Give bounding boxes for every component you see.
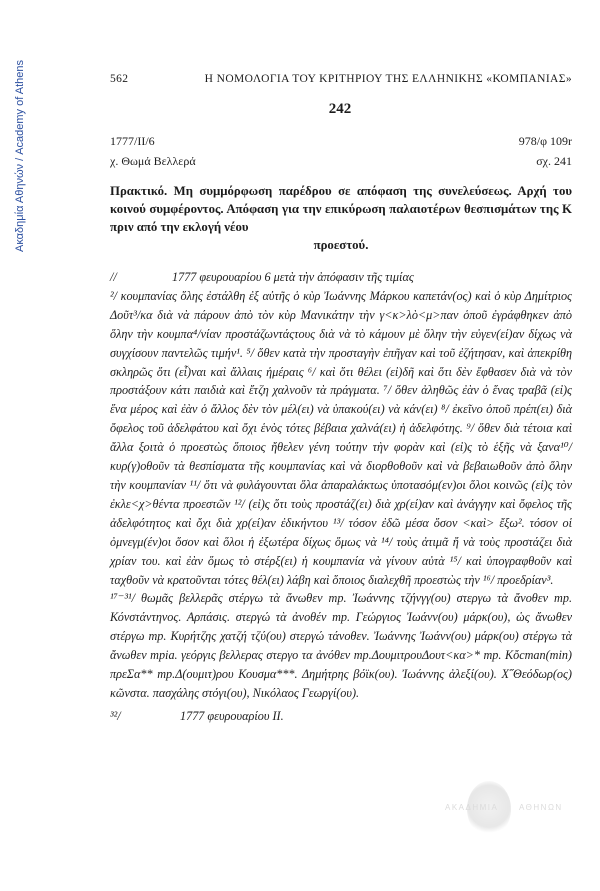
- opening-line: [110, 268, 572, 287]
- signatures-paragraph: ¹⁷⁻³¹/ θωμᾶς βελλερᾶς στέργω τὰ ἄνωθεν mp. Ἰωάννης τζήνγγ(ου) στεργω τὰ ἄνοθεν mp. Κόνστάντηνος. Αρπάσις. στεργώ τὰ ἀνοθέν mp. Γεώργιος Ἰωάνν(ου) μάρκ(ου), ὡς ἄνωθεν στέργω mp. Κυρήτζης χατζή τζύ(ου) στεργώ τάνοθεν. Ἰωάννης Ἰωάνν(ου) μάρκ(ου) στέργω τὰ ἄνωθεν mpia. γεόργις βελλερας στεργο τα ἀνόθεν mp.ΔουμιτρουΔουτ<κα>* mp. Κὄcman(min) πρεΣα** mp.Δ(ουμιτ)ρου Κουσμα***. Δημήτρης βόϊκ(ου). Ἰωάννης ἀλεξί(ου). Χ˝Θεόδωρ(ος) κῶνστα. πασχάλης στόγι(ου), Νικόλαος Γεωργί(ου).: [110, 591, 572, 700]
- closing-line: [110, 707, 572, 726]
- document-body: [110, 268, 572, 726]
- running-title: Η ΝΟΜΟΛΟΓΙΑ ΤΟΥ ΚΡΙΤΗΡΙΟΥ ΤΗΣ ΕΛΛΗΝΙΚΗΣ «ΚΟΜΠΑΝΙΑΣ»: [204, 73, 572, 85]
- line-marker: //: [110, 270, 117, 284]
- document-reference-left: [110, 131, 196, 171]
- document-number: 242: [328, 101, 352, 117]
- document-reference-right: [519, 131, 572, 171]
- sidebar-label: Ακαδημία Αθηνών / Academy of Athens: [14, 60, 26, 253]
- closing-text: 1777 φευρουαρίου ΙΙ.: [180, 708, 284, 723]
- document-title: [110, 182, 572, 254]
- academy-watermark: [445, 775, 575, 845]
- source-reference: χ. Θωμά Βελλερά: [110, 154, 196, 168]
- note-reference: σχ. 241: [536, 154, 572, 168]
- sidebar-watermark: [14, 60, 38, 290]
- watermark-left-text: ΑΚΑΔΗΜΙΑ: [445, 803, 499, 812]
- body-paragraph: ²/ κουμπανίας ὅλης ἐστάλθη ἐξ αὐτῆς ὁ κὺρ Ἰωάννης Μάρκου καπετάν(ος) καὶ ὁ κὺρ Δημίτριος Δοῦτ³/κα διὰ νὰ πάρουν ἀπὸ τὸν κὺρ Μανικάτην τὴν γ<κ>λὸ<μ>παν ὁποῦ ἐγράφθηκεν ἀπὸ ὅλην τὴν κουμπα⁴/νίαν προστάζωντάςτους διὰ νὰ τὸ κάμουν μὲ ὅλην τὴν εὐγεν(εί)αν δίχως νὰ συγχίσουν παντελῶς τιμήν¹. ⁵/ ὅθεν κατὰ τὴν προσταγὴν ἐπῆγαν καὶ τοῦ ἐζήτησαν, καὶ ἀπεκρίθη σκληρῶς ὅτι (εἶ)ναι καὶ ἄλλαις ἡμέραις ⁶/ καὶ ὅτι θέλει (εἰ)δῆ καὶ ὅτι δὲν ἔφθασεν διὰ νὰ τὸν προστάξουν κάτι παιδιὰ καὶ ἔτζη χαλνοῦν τὰ πράγματα. ⁷/ ὅθεν ἀληθῶς ἐὰν ὁ ἕνας τραβᾶ (εἰ)ς ἕνα μέρος καὶ ἐὰν ὁ ἄλλος δὲν τὸν μέλ(ει) νὰ ὑπακού(ει) νὰ κάν(ει) ⁸/ ἐκεῖνο ὁποῦ πρέπ(ει) διὰ ὄφελος τοῦ ἀδελφάτου καὶ ὄχι ἑνὸς τότες βέβαια χαλνά(ει) ἡ ἀδελφότης. ⁹/ ὅθεν διὰ τέτοια καὶ ἄλλα ξοιτὰ ὁ προεστὼς ὅποιος ἤθελεν γένη τούτην τὴν φορὰν καὶ (εἰ)ς τὸ ἑξῆς νὰ ξανα¹⁰/κυρ(γ)οθοῦν τὰ θεσπίσματα τῆς κουμπανίας καὶ νὰ διορθοθοῦν καὶ νὰ βεβαιωθοῦν ἀπὸ ὅλην τὴν κουμπανίαν ¹¹/ ὅτι νὰ φυλάγουνται ὅλα ἀπαραλάκτως ὑποτασόμ(εν)οι ὅλοι κοινῶς (εἰ)ς τὸν ἐκλε<χ>θέντα προεστῶν ¹²/ (εἰ)ς ὅτι τοὺς προστάζ(ει) διὰ χρ(εί)αν καὶ ἀνάγγην καὶ ὄφελος τῆς ἀδελφότητος καὶ ὄχι διὰ χρ(εί)αν ἐδικήντου ¹³/ τόσον ἐδῶ μέσα ὅσον <καὶ> ἔξω². τόσον οἱ ὀμνεγμ(έν)οι ὅσον καὶ ὅλοι ἡ ἐξωτέρα δίχως ὅμως νὰ ¹⁴/ τοὺς ἀτιμᾶ ἤ νὰ τοὺς προστάζει διὰ χρίαν του. καὶ ἐὰν ὅμως τὸ στέρξ(ει) ἡ κουμπανία νὰ γίνουν αὐτὰ ¹⁵/ καὶ ὑπογραφθοῦν καὶ ταχθοῦν νὰ κρατοῦνται τότες θέλ(ει) λάβη καὶ ὅποιος διαλεχθῆ προεστὼς τὴν ¹⁶/ προεδρίαν³.: [110, 288, 572, 587]
- title-main: Πρακτικό. Μη συμμόρφωση παρέδρου σε απόφαση της συνελεύσεως. Αρχή του κοινού συμφέροντος. Απόφαση για την επικύρωση παλαιοτέρων θεσπισμάτων της Κ πριν από την εκλογή νέου: [110, 184, 572, 234]
- watermark-right-text: ΑΘΗΝΩΝ: [519, 803, 563, 812]
- folio-reference: 978/φ 109r: [518, 134, 572, 148]
- page-number: 562: [110, 73, 129, 85]
- title-end: προεστού.: [313, 238, 369, 252]
- closing-marker: ³²/: [110, 708, 121, 723]
- opening-text: 1777 φευρουαρίου 6 μετὰ τὴν ἀπόφασιν τῆς τιμίας: [172, 270, 414, 284]
- date-reference: 1777/ΙΙ/6: [110, 134, 155, 148]
